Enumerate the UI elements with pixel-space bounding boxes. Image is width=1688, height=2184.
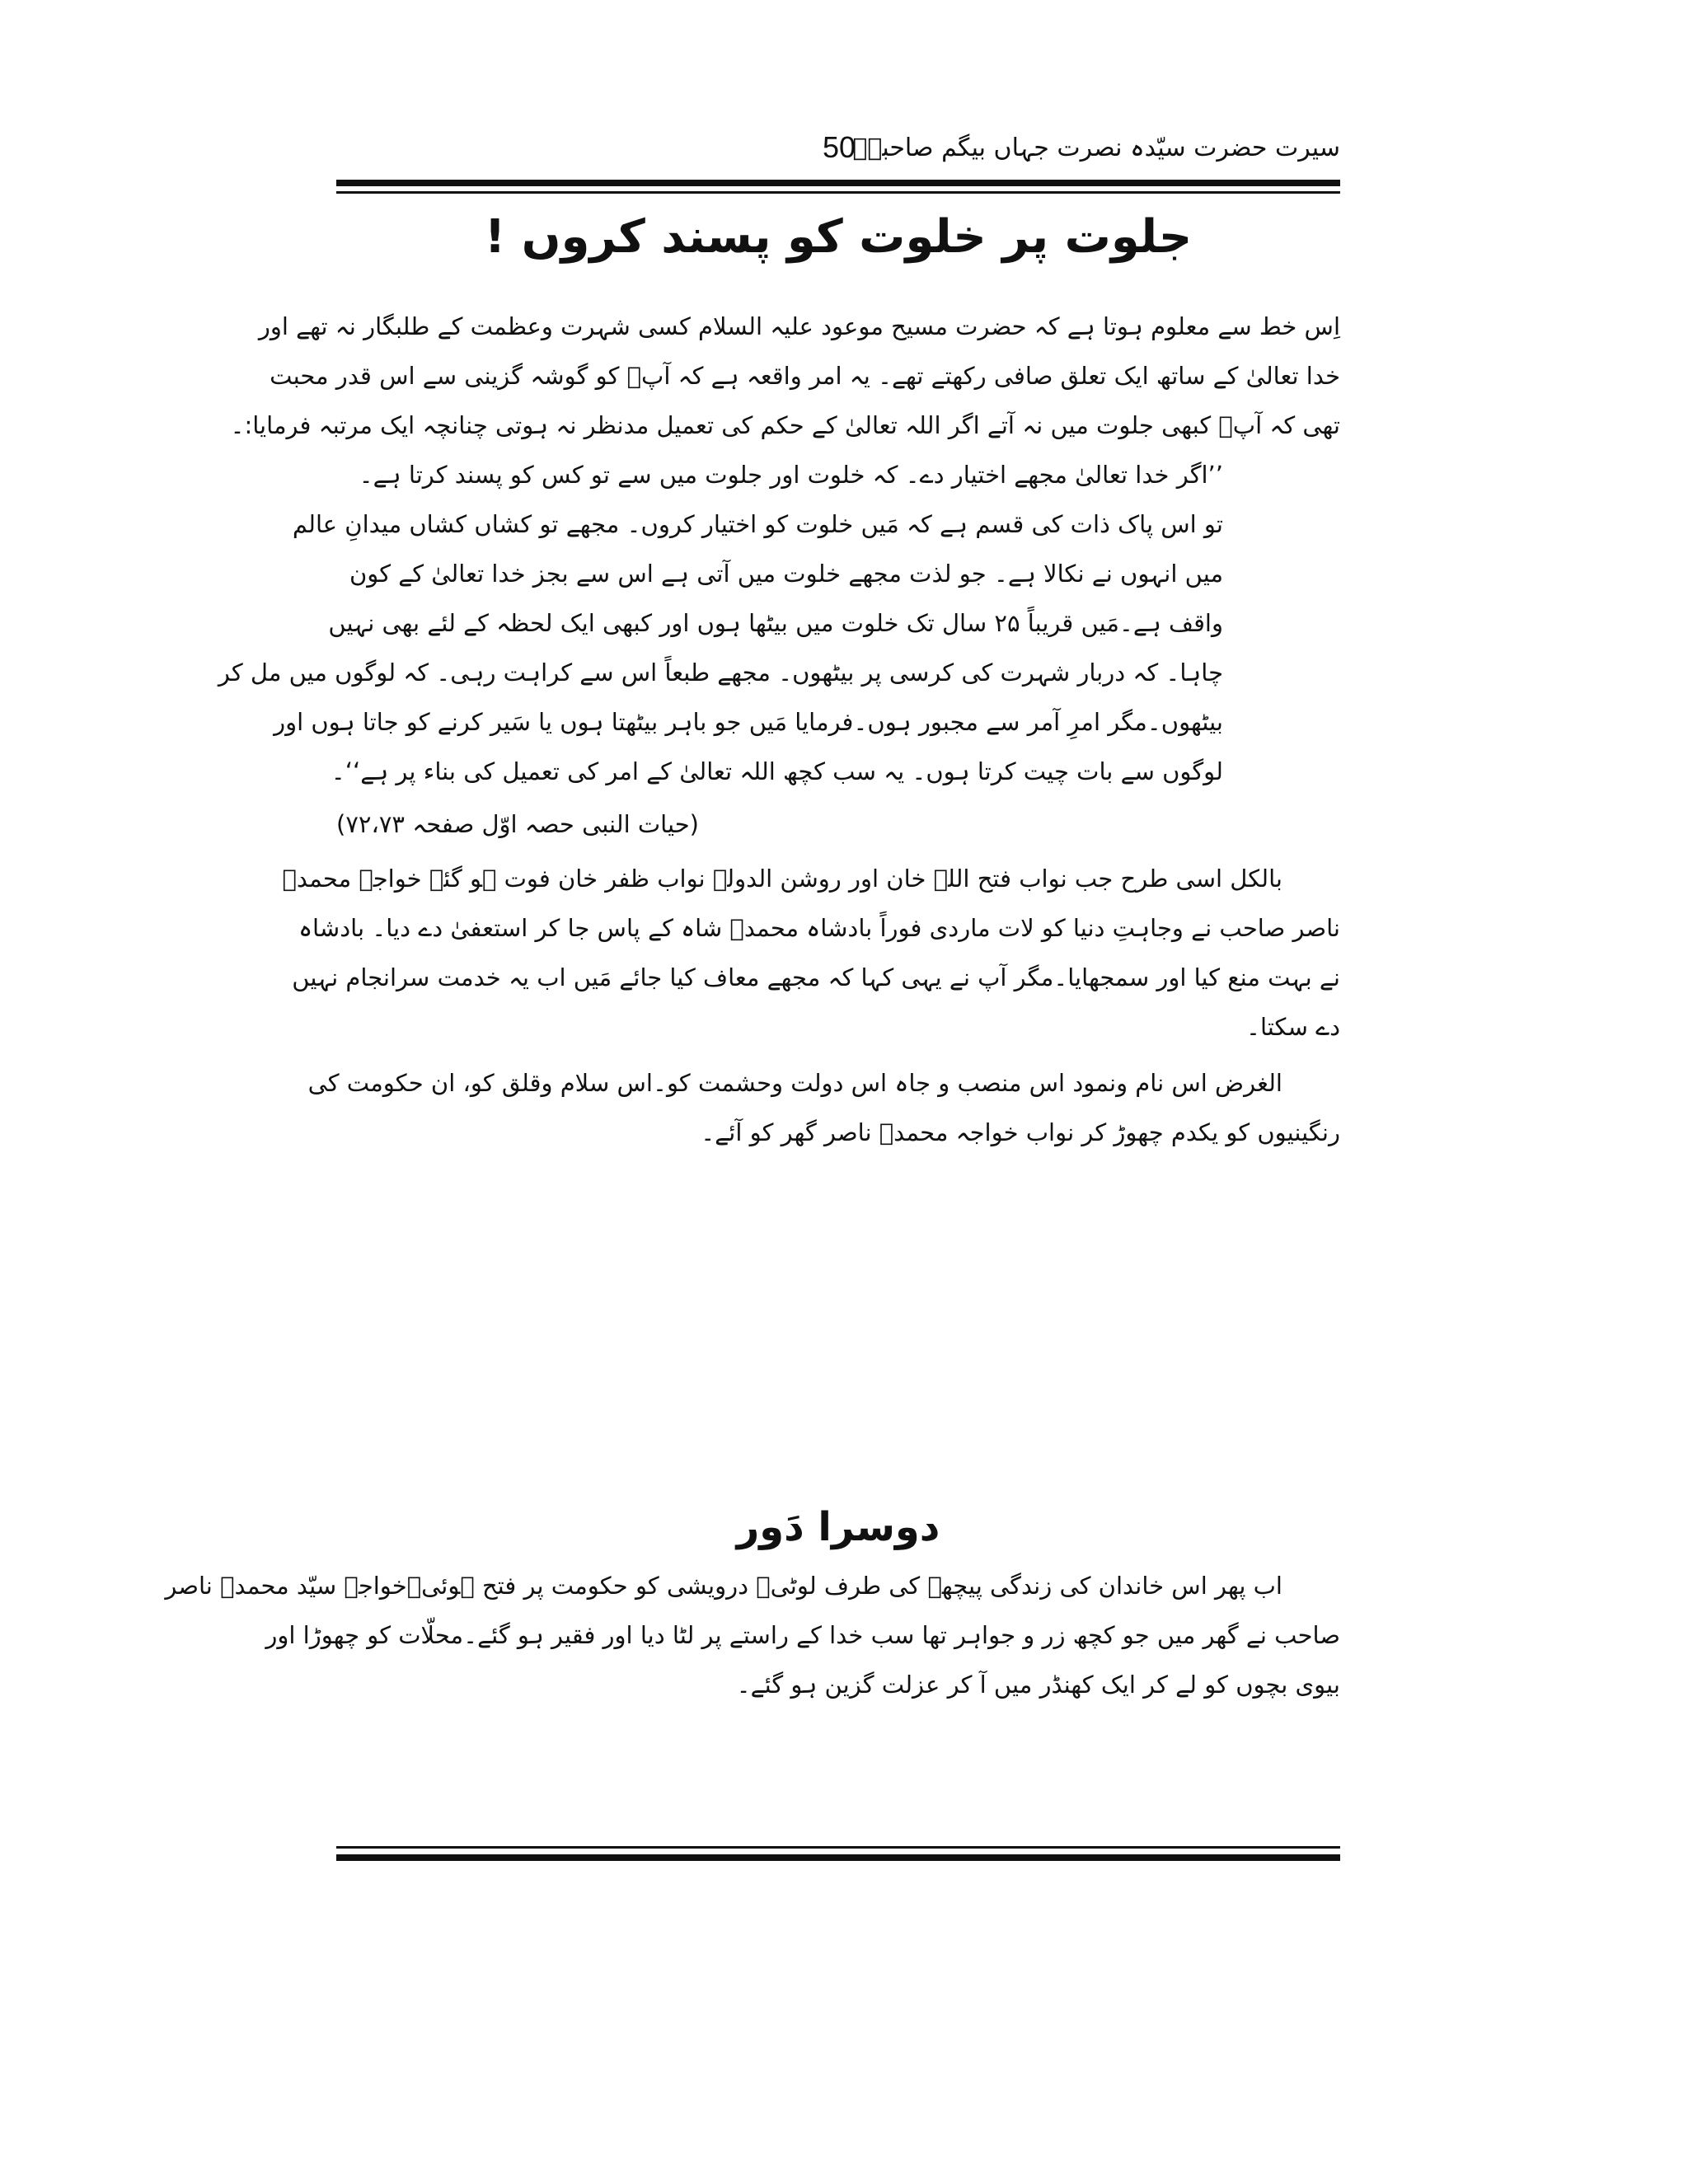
paragraph-1-line-1: اِس خط سے معلوم ہوتا ہے کہ حضرت مسیح موعود علیہ السلام کسی شہرت وعظمت کے طلبگار نہ تھے اور bbox=[258, 312, 1340, 340]
quote-line-5: چاہا۔ کہ دربار شہرت کی کرسی پر بیٹھوں۔ مجھے طبعاً اس سے کراہت رہی۔ کہ لوگوں میں مل کر bbox=[218, 658, 1223, 687]
paragraph-4-line-1: اب پھر اس خاندان کی زندگی پیچھے کی طرف لوٹی۔ درویشی کو حکومت پر فتح ہوئی۔خواجہ سیّد محمدؒ ناصر bbox=[165, 1572, 1282, 1600]
paragraph-4-line-3: بیوی بچوں کو لے کر ایک کھنڈر میں آ کر عزلت گزین ہو گئے۔ bbox=[736, 1671, 1340, 1699]
section-heading-1: جلوت پر خلوت کو پسند کروں ! bbox=[484, 210, 1193, 264]
footer-rule-thick bbox=[336, 1854, 1340, 1861]
paragraph-1-line-3: تھی کہ آپؑ کبھی جلوت میں نہ آتے اگر اللہ تعالیٰ کے حکم کی تعمیل مدنظر نہ ہوتی چنانچہ ایک مرتبہ فرمایا:۔ bbox=[230, 411, 1340, 439]
paragraph-4-line-2: صاحب نے گھر میں جو کچھ زر و جواہر تھا سب خدا کے راستے پر لٹا دیا اور فقیر ہو گئے۔محلّات کو چھوڑا اور bbox=[265, 1621, 1340, 1649]
citation: (حیات النبی حصہ اوّل صفحہ ۷۲،۷۳) bbox=[336, 810, 699, 838]
section-heading-2: دوسرا دَور bbox=[736, 1504, 940, 1550]
running-header bbox=[336, 130, 1340, 180]
quote-line-3: میں انہوں نے نکالا ہے۔ جو لذت مجھے خلوت میں آتی ہے اس سے بجز خدا تعالیٰ کے کون bbox=[349, 560, 1223, 588]
paragraph-2-line-2: ناصر صاحب نے وجاہتِ دنیا کو لات ماردی فوراً بادشاہ محمدؒ شاہ کے پاس جا کر استعفیٰ دے دیا۔ بادشاہ bbox=[298, 914, 1340, 942]
paragraph-3-line-2: رنگینیوں کو یکدم چھوڑ کر نواب خواجہ محمدؒ ناصر گھر کو آئے۔ bbox=[701, 1118, 1340, 1146]
quote-line-4: واقف ہے۔مَیں قریباً ۲۵ سال تک خلوت میں بیٹھا ہوں اور کبھی ایک لحظہ کے لئے بھی نہیں bbox=[328, 609, 1223, 637]
paragraph-2-line-4: دے سکتا۔ bbox=[1245, 1013, 1340, 1041]
footer-rule-thin bbox=[336, 1846, 1340, 1849]
page-number: 50 bbox=[822, 130, 856, 164]
paragraph-2-line-3: نے بہت منع کیا اور سمجھایا۔مگر آپ نے یہی کہا کہ مجھے معاف کیا جائے مَیں اب یہ خدمت سرانجام نہیں bbox=[292, 963, 1340, 991]
quote-line-1: ’’اگر خدا تعالیٰ مجھے اختیار دے۔ کہ خلوت اور جلوت میں سے تو کس کو پسند کرتا ہے۔ bbox=[359, 461, 1223, 489]
header-rule-thick bbox=[336, 180, 1340, 186]
running-header-title: سیرت حضرت سیّدہ نصرت جہاں بیگم صاحبہؓ bbox=[852, 134, 1340, 162]
paragraph-3-line-1: الغرض اس نام ونمود اس منصب و جاہ اس دولت وحشمت کو۔اس سلام وقلق کو، ان حکومت کی bbox=[307, 1069, 1282, 1097]
quote-line-6: بیٹھوں۔مگر امرِ آمر سے مجبور ہوں۔فرمایا مَیں جو باہر بیٹھتا ہوں یا سَیر کرنے کو جاتا ہوں اور bbox=[274, 708, 1223, 736]
header-rule-thin bbox=[336, 191, 1340, 194]
quote-line-2: تو اس پاک ذات کی قسم ہے کہ مَیں خلوت کو اختیار کروں۔ مجھے تو کشاں کشاں میدانِ عالم bbox=[292, 510, 1223, 538]
quote-line-7: لوگوں سے بات چیت کرتا ہوں۔ یہ سب کچھ اللہ تعالیٰ کے امر کی تعمیل کی بناء پر ہے‘‘۔ bbox=[331, 757, 1223, 785]
paragraph-1-line-2: خدا تعالیٰ کے ساتھ ایک تعلق صافی رکھتے تھے۔ یہ امر واقعہ ہے کہ آپؑ کو گوشہ گزینی سے اس قدر محبت bbox=[270, 362, 1340, 390]
paragraph-2-line-1: بالکل اسی طرح جب نواب فتح اللہ خان اور روشن الدولہ نواب ظفر خان فوت ہو گئے خواجہ محمدؒ bbox=[282, 865, 1282, 893]
